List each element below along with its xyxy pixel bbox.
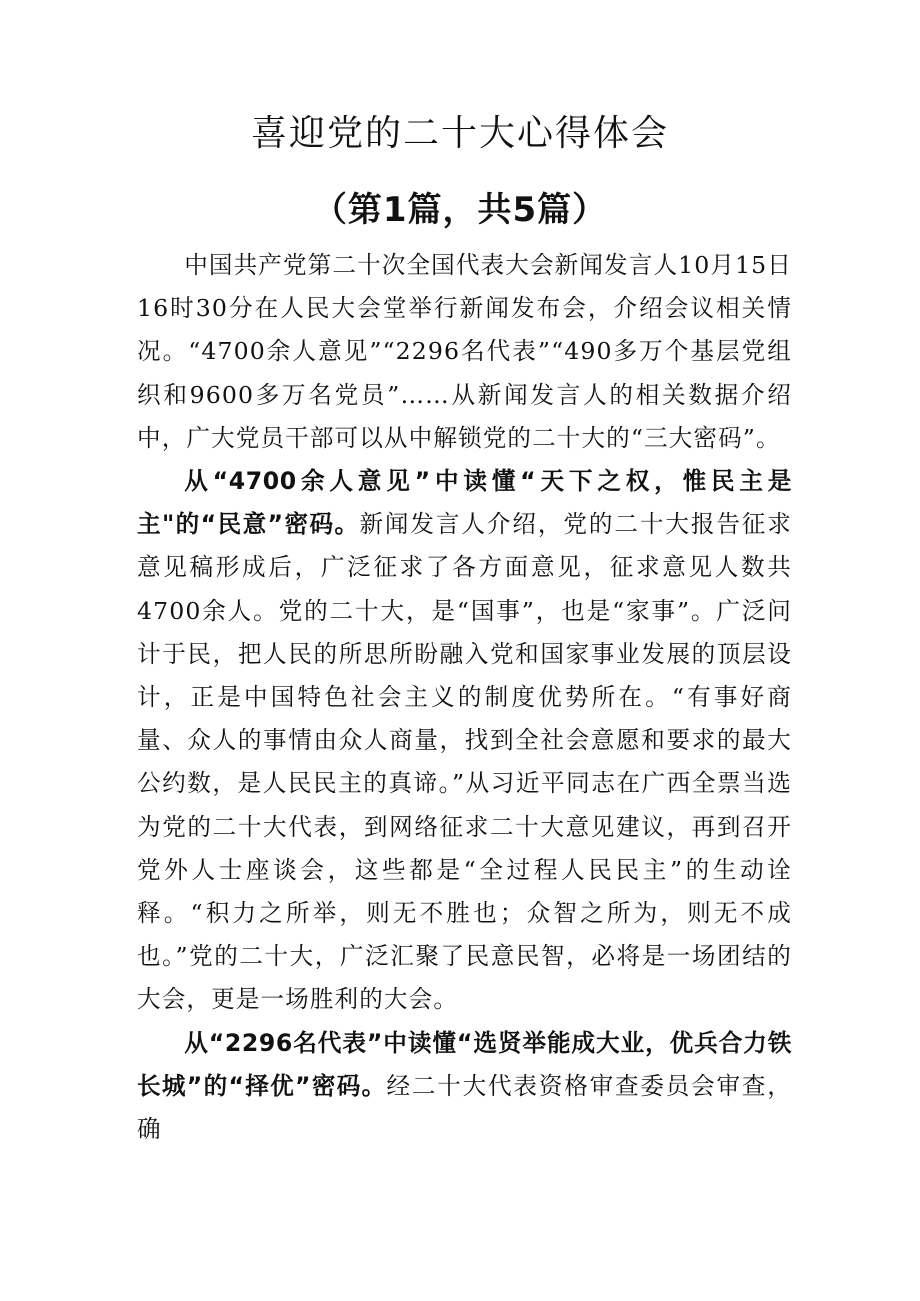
document-body — [137, 244, 792, 1151]
document-subtitle: （第1篇，共5篇） — [312, 190, 608, 230]
paragraph-minyi — [137, 460, 792, 1022]
document-title: 喜迎党的二十大心得体会 — [250, 113, 669, 154]
paragraph-intro — [137, 244, 792, 460]
paragraph-text: 新闻发言人介绍，党的二十大报告征求意见稿形成后，广泛征求了各方面意见，征求意见人数共4700余人。党的二十大，是“国事”，也是“家事”。广泛问计于民，把人民的所思所盼融入党和国家事业发展的顶层设计，正是中国特色社会主义的制度优势所在。“有事好商量、众人的事情由众人商量，找到全社会意愿和要求的最大公约数，是人民民主的真谛。”从习近平同志在广西全票当选为党的二十大代表，到网络征求二十大意见建议，再到召开党外人士座谈会，这些都是“全过程人民民主”的生动诠释。“积力之所举，则无不胜也；众智之所为，则无不成也。”党的二十大，广泛汇聚了民意民智，必将是一场团结的大会，更是一场胜利的大会。 — [137, 510, 792, 1014]
paragraph-text: 中国共产党第二十次全国代表大会新闻发言人10月15日16时30分在人民大会堂举行新闻发布会，介绍会议相关情况。“4700余人意见”“2296名代表”“490多万个基层党组织和9600多万名党员”……从新闻发言人的相关数据介绍中，广大党员干部可以从中解锁党的二十大的“三大密码”。 — [137, 251, 792, 452]
paragraph-lead: 从“2296名代表”中读懂“选贤举能成大业，优兵合力铁长城”的“择优”密码。 — [137, 1028, 792, 1100]
paragraph-zeyou — [137, 1022, 792, 1152]
paragraph-text: 经二十大代表资格审查委员会审查，确 — [137, 1071, 792, 1144]
paragraph-lead: 从“4700余人意见”中读懂“天下之权，惟民主是主"的“民意”密码。 — [137, 467, 792, 539]
